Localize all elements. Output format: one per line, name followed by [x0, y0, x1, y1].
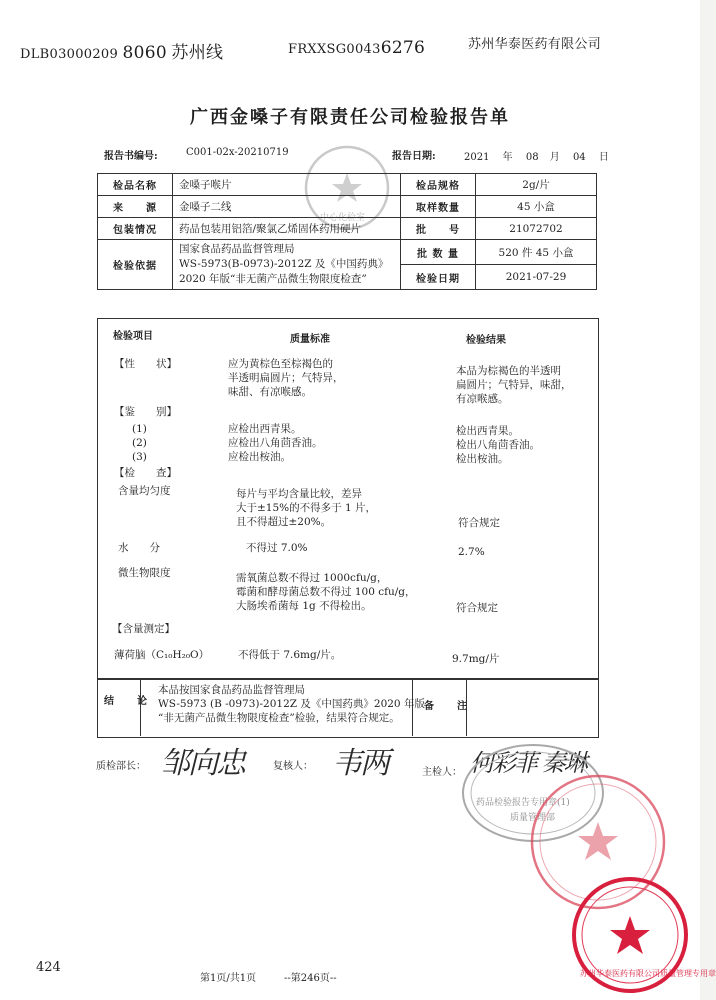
source-value: 金嗓子二线: [173, 196, 401, 218]
center-lab-stamp-text: 中心化验室: [320, 213, 366, 223]
col-result: 检验结果: [466, 335, 506, 346]
traits-std-line: 味甜、有凉喉感。: [228, 386, 312, 398]
basis-value: [173, 240, 401, 290]
menthone-standard: 不得低于 7.6mg/片。: [238, 649, 342, 661]
ident-number: (2): [132, 437, 147, 449]
ident-standard: [228, 422, 323, 464]
year-label: 年: [502, 152, 513, 163]
line-name: 苏州线: [171, 43, 224, 63]
check-label: 【检 查】: [114, 467, 177, 479]
menthone-label: 薄荷脑（C₁₀H₂₀O）: [114, 649, 210, 661]
traits-label: 【性 状】: [114, 358, 177, 370]
conclusion-label: 结 论: [104, 696, 148, 707]
report-no: C001-02x-20210719: [186, 147, 289, 158]
product-name-label: 检品名称: [98, 174, 173, 196]
water-result: 2.7%: [458, 546, 485, 558]
batch-prefix: FRXXSG0043: [288, 42, 381, 57]
company-red-stamps: [520, 750, 716, 998]
lot-qty: 520 件 45 小盒: [476, 240, 597, 265]
uniformity-std-line: 且不得超过±20%。: [236, 516, 332, 528]
micro-std-line: 霉菌和酵母菌总数不得过 100 cfu/g，: [236, 586, 416, 598]
code-suffix: 8060: [122, 43, 167, 63]
basis-line-1: 国家食品药品监督管理局: [179, 243, 295, 255]
micro-label: 微生物限度: [118, 567, 171, 579]
ident-label: 【鉴 别】: [114, 406, 177, 418]
uniformity-result: 符合规定: [458, 517, 500, 529]
test-date: 2021-07-29: [476, 265, 597, 290]
report-date: [464, 148, 609, 163]
conclusion-line: “非无菌产品微生物限度检查”检验，结果符合规定。: [158, 712, 400, 724]
batch-label: 批 号: [401, 218, 476, 240]
traits-std-line: 半透明扁圆片；气特异，: [228, 372, 344, 384]
remarks-label: 备 注: [424, 701, 468, 712]
ident-std-line: 应检出八角茴香油。: [228, 437, 323, 449]
top-code: [20, 38, 223, 63]
report-no-label: 报告书编号:: [104, 151, 158, 162]
tester-label: 主检人：: [422, 767, 462, 778]
report-year: 2021: [464, 152, 490, 163]
basis-line-3: 2020 年版“非无菌产品微生物限度检查”: [179, 273, 367, 285]
micro-standard: [236, 571, 416, 613]
test-date-label: 检验日期: [401, 265, 476, 290]
report-title: 广西金嗓子有限责任公司检验报告单: [190, 107, 510, 128]
sample-qty-label: 取样数量: [401, 196, 476, 218]
uniformity-label: 含量均匀度: [118, 485, 171, 497]
basis-line-2: WS-5973(B-0973)-2012Z 及《中国药典》: [179, 258, 389, 270]
conclusion-line: WS-5973 (B -0973)-2012Z 及《中国药典》2020 年版: [158, 698, 425, 710]
ident-number: (3): [132, 451, 147, 463]
reviewer-label: 复核人：: [273, 761, 313, 772]
conclusion-text: [158, 683, 425, 725]
menthone-result: 9.7mg/片: [452, 653, 500, 665]
traits-result: [456, 364, 572, 406]
batch-suffix: 6276: [380, 38, 426, 58]
day-label: 日: [598, 152, 609, 163]
tester-signature: 何彩菲 秦琳: [470, 749, 586, 777]
packaging-value: 药品包装用铝箔/聚氯乙烯固体药用硬片: [173, 218, 401, 240]
report-day: 04: [572, 152, 586, 163]
col-standard: 质量标准: [290, 334, 330, 345]
page-number: 424: [36, 960, 61, 975]
traits-res-line: 扁圆片；气特异，味甜，: [456, 379, 572, 391]
uniformity-std-line: 每片与平均含量比较，差异: [236, 488, 362, 500]
report-month: 08: [525, 152, 539, 163]
uniformity-std-line: 大于±15%的不得多于 1 片，: [236, 502, 376, 514]
lot-qty-label: 批 数 量: [401, 240, 476, 265]
micro-std-line: 需氧菌总数不得过 1000cfu/g，: [236, 572, 388, 584]
ident-std-line: 应检出西青果。: [228, 423, 302, 435]
spec-value: 2g/片: [476, 174, 597, 196]
traits-res-line: 本品为棕褐色的半透明: [456, 365, 561, 377]
spec-label: 检品规格: [401, 174, 476, 196]
qa-head-signature: 邹向忠: [160, 746, 244, 781]
ident-std-line: 应检出桉油。: [228, 451, 291, 463]
basis-label: 检验依据: [98, 240, 173, 290]
packaging-label: 包装情况: [98, 218, 173, 240]
ident-numbers: [132, 422, 147, 464]
report-date-label: 报告日期:: [392, 151, 436, 162]
source-label: 来 源: [98, 196, 173, 218]
micro-result: 符合规定: [456, 602, 498, 614]
company-name: 苏州华泰医药有限公司: [468, 37, 602, 52]
product-name: 金嗓子喉片: [173, 174, 401, 196]
traits-std-line: 应为黄棕色至棕褐色的: [228, 358, 333, 370]
traits-standard: [228, 357, 344, 399]
info-table: [97, 173, 597, 290]
water-standard: 不得过 7.0%: [246, 542, 308, 554]
col-item: 检验项目: [113, 331, 153, 342]
month-label: 月: [549, 152, 560, 163]
sample-qty: 45 小盒: [476, 196, 597, 218]
batch-code: [288, 38, 425, 58]
micro-std-line: 大肠埃希菌每 1g 不得检出。: [236, 600, 372, 612]
batch-value: 21072702: [476, 218, 597, 240]
assay-label: 【含量测定】: [112, 623, 175, 635]
uniformity-standard: [236, 487, 376, 529]
company-stamp-text: 苏州华泰医药有限公司质量管理专用章: [580, 969, 716, 978]
water-label: 水 分: [118, 542, 160, 554]
page-seq: --第246页--: [284, 973, 337, 984]
ident-result: [456, 424, 540, 466]
page-info: 第1页/共1页: [200, 973, 257, 984]
ident-res-line: 检出八角茴香油。: [456, 439, 540, 451]
code-prefix: DLB03000209: [20, 47, 119, 62]
conclusion-line: 本品按国家食品药品监督管理局: [158, 684, 305, 696]
traits-res-line: 有凉喉感。: [456, 393, 509, 405]
conclusion-divider: [140, 678, 141, 736]
dept-stamp-text-1: 药品检验报告专用章(1): [476, 798, 570, 808]
ident-res-line: 检出西青果。: [456, 425, 519, 437]
qa-head-label: 质检部长：: [96, 761, 146, 772]
ident-res-line: 检出桉油。: [456, 453, 509, 465]
ident-number: (1): [132, 423, 147, 435]
reviewer-signature: 韦两: [332, 746, 388, 781]
dept-stamp-text-2: 质量管理部: [510, 813, 556, 823]
